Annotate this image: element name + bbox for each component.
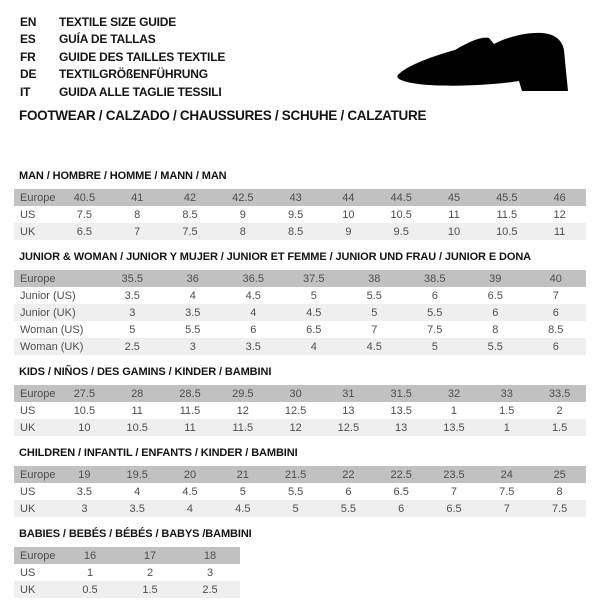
language-label: GUIDA ALLE TAGLIE TESSILI: [59, 84, 222, 99]
size-value-cell: 5: [239, 485, 246, 498]
size-value-cell: 6: [492, 306, 499, 319]
row-label: UK: [20, 583, 36, 596]
size-value-cell: 10: [447, 225, 461, 238]
size-value-cell: 13.5: [390, 404, 412, 417]
language-row: [20, 83, 225, 101]
size-value-cell: 44: [342, 191, 355, 204]
size-value-cell: 31: [342, 387, 355, 400]
size-table: [14, 189, 586, 240]
size-value-cell: 28.5: [179, 387, 201, 400]
language-list: [20, 13, 225, 101]
size-value-cell: 9.5: [393, 225, 409, 238]
language-label: GUIDE DES TAILLES TEXTILE: [59, 49, 226, 64]
row-label: UK: [20, 421, 36, 434]
size-value-cell: 45: [447, 191, 461, 204]
size-value-cell: 36.5: [242, 272, 264, 285]
size-value-cell: 33: [500, 387, 513, 400]
size-row: [14, 287, 586, 304]
size-value-cell: 12.5: [284, 404, 307, 417]
size-value-cell: 16: [83, 549, 97, 562]
size-value-cell: 4.5: [245, 289, 261, 302]
size-row: [14, 338, 586, 355]
row-label: Junior (UK): [20, 306, 76, 319]
size-value-cell: 4: [310, 340, 317, 353]
size-value-cell: 40.5: [73, 191, 96, 204]
size-row: [14, 304, 586, 321]
size-value-cell: 3: [206, 566, 214, 579]
size-table: [14, 385, 586, 436]
size-row: [14, 223, 586, 240]
size-value-cell: 29.5: [232, 387, 254, 400]
size-value-cell: 1: [86, 566, 94, 579]
size-value-cell: 3: [81, 502, 88, 515]
size-row: [14, 500, 586, 517]
size-tables: [0, 170, 600, 598]
size-value-cell: 6: [552, 306, 559, 319]
size-value-cell: 37.5: [303, 272, 325, 285]
size-value-cell: 46: [553, 191, 566, 204]
language-row: [20, 48, 225, 66]
size-value-cell: 6.5: [446, 502, 462, 515]
size-value-cell: 8: [239, 225, 246, 238]
size-value-cell: 7: [552, 289, 559, 302]
size-value-cell: 30: [289, 387, 302, 400]
row-label: UK: [20, 502, 36, 515]
language-row: [20, 13, 225, 31]
size-value-cell: 9: [239, 208, 246, 221]
size-value-cell: 22: [342, 468, 355, 481]
size-value-cell: 4: [250, 306, 257, 319]
size-value-cell: 6: [345, 485, 352, 498]
language-code: IT: [20, 84, 31, 99]
size-table-title: KIDS / NIÑOS / DES GAMINS / KINDER / BAMBINI: [19, 366, 272, 378]
size-table-title: JUNIOR & WOMAN / JUNIOR Y MUJER / JUNIOR ET FEMME / JUNIOR UND FRAU / JUNIOR E DONA: [19, 251, 532, 263]
size-value-cell: 11: [184, 421, 196, 434]
size-value-cell: 12: [289, 421, 302, 434]
row-label: Europe: [20, 272, 56, 285]
size-value-cell: 5.5: [366, 289, 382, 302]
region-header-row: [14, 547, 240, 564]
size-value-cell: 19.5: [126, 468, 148, 481]
size-value-cell: 3.5: [245, 340, 261, 353]
size-value-cell: 38.5: [424, 272, 446, 285]
size-value-cell: 25: [553, 468, 566, 481]
region-header-row: [14, 189, 586, 206]
row-label: Europe: [20, 549, 56, 562]
row-label: US: [20, 404, 36, 417]
size-value-cell: 3.5: [76, 485, 93, 498]
size-table-title: MAN / HOMBRE / HOMME / MANN / MAN: [19, 170, 227, 182]
size-value-cell: 12.5: [337, 421, 360, 434]
size-value-cell: 4: [134, 485, 141, 498]
size-value-cell: 3.5: [124, 289, 140, 302]
size-value-cell: 2.5: [202, 583, 218, 596]
size-table-section: [14, 366, 586, 436]
row-label: Woman (US): [20, 323, 84, 336]
size-row: [14, 564, 240, 581]
row-label: Europe: [20, 387, 56, 400]
size-value-cell: 3.5: [185, 306, 201, 319]
size-value-cell: 4.5: [366, 340, 382, 353]
region-header-row: [14, 466, 586, 483]
row-label: Woman (UK): [20, 340, 84, 353]
size-value-cell: 7: [503, 502, 510, 515]
size-value-cell: 21.5: [284, 468, 307, 481]
size-value-cell: 20: [183, 468, 197, 481]
size-value-cell: 5.5: [427, 306, 443, 319]
row-label: Europe: [20, 468, 56, 481]
size-value-cell: 5: [371, 306, 378, 319]
size-value-cell: 8.5: [548, 323, 564, 336]
size-value-cell: 5.5: [287, 485, 304, 498]
row-label: US: [20, 485, 36, 498]
size-table-section: [14, 170, 586, 240]
size-value-cell: 11: [131, 404, 143, 417]
size-value-cell: 10.5: [496, 225, 518, 238]
size-value-cell: 24: [500, 468, 513, 481]
size-value-cell: 4.5: [306, 306, 322, 319]
size-value-cell: 8: [556, 485, 563, 498]
size-value-cell: 12: [236, 404, 249, 417]
size-value-cell: 1.5: [551, 421, 568, 434]
row-label: UK: [20, 225, 36, 238]
size-table-section: [14, 447, 586, 517]
size-row: [14, 402, 586, 419]
size-value-cell: 6: [552, 340, 559, 353]
size-value-cell: 13: [395, 421, 408, 434]
size-value-cell: 13.5: [443, 421, 465, 434]
size-row: [14, 581, 240, 598]
size-value-cell: 10: [78, 421, 91, 434]
size-value-cell: 18: [203, 549, 217, 562]
size-value-cell: 7.5: [551, 502, 568, 515]
header: [0, 0, 600, 170]
size-value-cell: 5.5: [185, 323, 201, 336]
size-value-cell: 5.5: [487, 340, 503, 353]
size-value-cell: 1.5: [499, 404, 515, 417]
language-code: FR: [20, 49, 36, 64]
size-value-cell: 3.5: [129, 502, 145, 515]
size-value-cell: 8.5: [287, 225, 304, 238]
region-header-row: [14, 385, 586, 402]
size-value-cell: 40: [549, 272, 562, 285]
size-value-cell: 8.5: [182, 208, 198, 221]
language-row: [20, 66, 225, 84]
language-row: [20, 31, 225, 49]
size-value-cell: 45.5: [496, 191, 518, 204]
row-label: US: [20, 566, 36, 579]
size-value-cell: 9: [345, 225, 352, 238]
size-value-cell: 8: [134, 208, 141, 221]
size-value-cell: 33.5: [548, 387, 571, 400]
size-value-cell: 7.5: [182, 225, 198, 238]
size-value-cell: 6.5: [306, 323, 322, 336]
size-value-cell: 12: [553, 208, 566, 221]
language-code: EN: [20, 14, 37, 29]
size-value-cell: 7.5: [76, 208, 93, 221]
region-header-row: [14, 270, 586, 287]
size-value-cell: 3: [189, 340, 196, 353]
size-table-title: BABIES / BEBÉS / BÉBÉS / BABYS /BAMBINI: [19, 528, 252, 540]
size-value-cell: 6: [250, 323, 257, 336]
size-table-section: [14, 528, 586, 598]
row-label: Europe: [20, 191, 56, 204]
size-table: [14, 466, 586, 517]
size-value-cell: 1: [450, 404, 458, 417]
size-value-cell: 10.5: [73, 404, 96, 417]
size-row: [14, 419, 586, 436]
size-value-cell: 32: [447, 387, 461, 400]
language-code: DE: [20, 67, 37, 82]
size-value-cell: 10.5: [126, 421, 148, 434]
size-value-cell: 42: [183, 191, 197, 204]
size-value-cell: 11: [553, 225, 566, 238]
size-value-cell: 11: [448, 208, 460, 221]
size-value-cell: 2.5: [124, 340, 140, 353]
size-value-cell: 4: [189, 289, 196, 302]
size-value-cell: 9.5: [287, 208, 304, 221]
size-value-cell: 7: [371, 323, 378, 336]
language-label: GUÍA DE TALLAS: [59, 32, 156, 47]
size-value-cell: 5: [292, 502, 299, 515]
size-value-cell: 7: [450, 485, 458, 498]
language-label: TEXTILE SIZE GUIDE: [59, 14, 177, 29]
size-value-cell: 6: [398, 502, 405, 515]
size-value-cell: 39: [489, 272, 502, 285]
row-label: Junior (US): [20, 289, 76, 302]
size-value-cell: 4.5: [235, 502, 251, 515]
size-value-cell: 38: [368, 272, 381, 285]
size-value-cell: 10: [342, 208, 355, 221]
size-value-cell: 42.5: [232, 191, 254, 204]
size-value-cell: 5: [310, 289, 317, 302]
size-value-cell: 31.5: [390, 387, 412, 400]
category-line: FOOTWEAR / CALZADO / CHAUSSURES / SCHUHE / CALZATURE: [19, 108, 427, 123]
size-value-cell: 7.5: [499, 485, 515, 498]
size-value-cell: 0.5: [82, 583, 98, 596]
size-value-cell: 5.5: [340, 502, 357, 515]
size-value-cell: 13: [342, 404, 355, 417]
size-value-cell: 4: [186, 502, 194, 515]
size-value-cell: 27.5: [73, 387, 96, 400]
size-value-cell: 7: [134, 225, 141, 238]
size-table: [14, 270, 586, 355]
size-table-title: CHILDREN / INFANTIL / ENFANTS / KINDER / BAMBINI: [19, 447, 298, 459]
size-value-cell: 3: [129, 306, 136, 319]
size-value-cell: 6.5: [393, 485, 409, 498]
size-value-cell: 23.5: [443, 468, 465, 481]
size-value-cell: 2: [146, 566, 154, 579]
size-value-cell: 11.5: [179, 404, 201, 417]
language-code: ES: [20, 32, 36, 47]
size-row: [14, 321, 586, 338]
size-value-cell: 19: [78, 468, 91, 481]
size-row: [14, 206, 586, 223]
size-value-cell: 44.5: [390, 191, 412, 204]
size-row: [14, 483, 586, 500]
size-value-cell: 41: [131, 191, 144, 204]
language-label: TEXTILGRÖßENFÜHRUNG: [59, 67, 208, 82]
size-value-cell: 6.5: [487, 289, 503, 302]
size-value-cell: 5: [431, 340, 438, 353]
size-value-cell: 36: [186, 272, 199, 285]
size-table: [14, 547, 240, 598]
row-label: US: [20, 208, 36, 221]
size-value-cell: 7.5: [427, 323, 443, 336]
size-value-cell: 28: [131, 387, 144, 400]
size-value-cell: 35.5: [121, 272, 143, 285]
size-value-cell: 6: [431, 289, 438, 302]
dress-shoe-icon: [393, 30, 575, 96]
size-value-cell: 11.5: [496, 208, 518, 221]
size-value-cell: 22.5: [390, 468, 412, 481]
size-value-cell: 4.5: [182, 485, 198, 498]
size-table-section: [14, 251, 586, 355]
size-value-cell: 17: [143, 549, 157, 562]
size-value-cell: 1.5: [142, 583, 158, 596]
size-value-cell: 1: [503, 421, 510, 434]
size-value-cell: 5: [129, 323, 136, 336]
size-value-cell: 6.5: [76, 225, 93, 238]
size-value-cell: 21: [236, 468, 249, 481]
size-value-cell: 43: [289, 191, 302, 204]
size-value-cell: 8: [492, 323, 499, 336]
size-value-cell: 11.5: [232, 421, 254, 434]
size-value-cell: 2: [556, 404, 563, 417]
size-value-cell: 10.5: [390, 208, 412, 221]
